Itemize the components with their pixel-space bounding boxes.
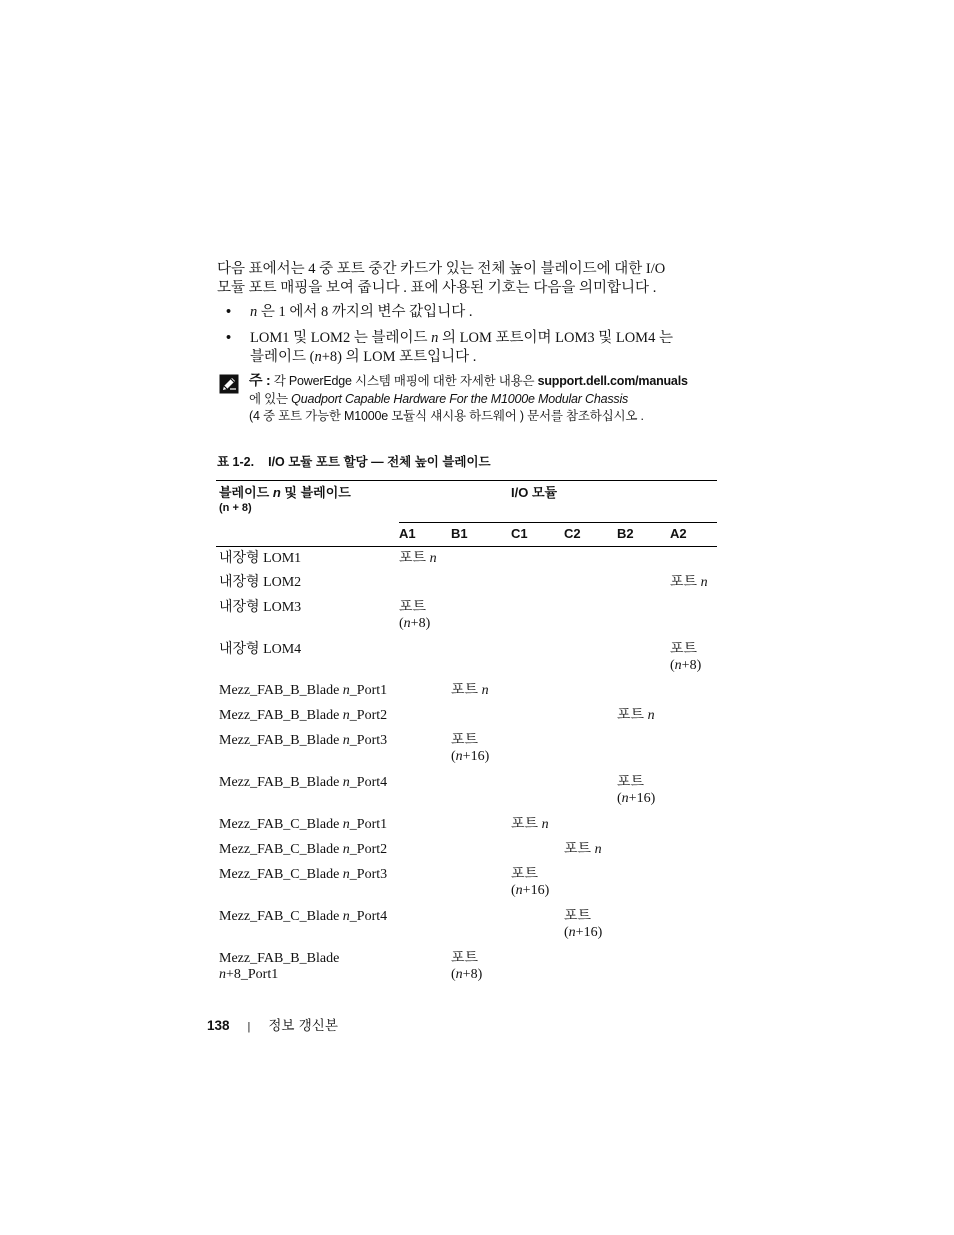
port-cell xyxy=(399,680,451,705)
footer-section: 정보 갱신본 xyxy=(268,1018,338,1034)
port-cell xyxy=(564,639,617,680)
bullet-item-2 xyxy=(217,329,717,367)
port-cell xyxy=(399,705,451,730)
port-cell: 포트 n xyxy=(617,707,655,723)
row-label: Mezz_FAB_B_Blade n_Port1 xyxy=(219,682,388,698)
port-cell xyxy=(564,705,617,730)
port-cell xyxy=(617,948,670,990)
col-header: A2 xyxy=(670,523,717,547)
table-row xyxy=(216,772,717,814)
col-header: B1 xyxy=(451,523,511,547)
bullet-text-2d: +8) 의 LOM 포트입니다 . xyxy=(321,349,477,365)
port-cell xyxy=(451,572,511,597)
col-header: C1 xyxy=(511,523,564,547)
header-blade: 블레이드 n 및 블레이드 (n + 8) xyxy=(216,481,399,523)
port-cell xyxy=(564,680,617,705)
port-cell xyxy=(617,814,670,839)
port-cell xyxy=(451,639,511,680)
port-cell xyxy=(399,864,451,906)
row-label: 내장형 LOM2 xyxy=(219,574,302,590)
port-cell xyxy=(670,597,717,639)
port-cell xyxy=(670,906,717,948)
bullet-list xyxy=(217,303,717,374)
table-title: I/O 모듈 포트 할당 — 전체 높이 블레이드 xyxy=(268,455,491,469)
col-header: A1 xyxy=(399,523,451,547)
table-row xyxy=(216,730,717,772)
row-label: Mezz_FAB_B_Blade n_Port2 xyxy=(219,707,388,723)
header-blade-sub: (n + 8) xyxy=(219,501,252,514)
port-cell xyxy=(511,639,564,680)
header-io-module: I/O 모듈 xyxy=(399,481,717,523)
port-cell: 포트 n xyxy=(670,574,708,590)
port-cell xyxy=(451,864,511,906)
footer-separator: | xyxy=(247,1021,251,1033)
note-box xyxy=(217,372,722,426)
table-caption xyxy=(217,452,491,470)
row-label: Mezz_FAB_B_Blade n_Port4 xyxy=(219,774,388,790)
var-n: n xyxy=(272,485,281,500)
port-cell xyxy=(564,948,617,990)
table-row xyxy=(216,680,717,705)
note-label: 주 : xyxy=(249,372,271,388)
row-label: 내장형 LOM4 xyxy=(219,641,302,657)
note-text-1: 각 PowerEdge 시스템 매핑에 대한 자세한 내용은 xyxy=(270,374,538,388)
table-row xyxy=(216,705,717,730)
port-cell xyxy=(617,597,670,639)
intro-line-2: 모듈 포트 매핑을 보여 줍니다 . 표에 사용된 기호는 다음을 의미합니다 . xyxy=(217,280,657,296)
port-cell xyxy=(399,948,451,990)
col-header: C2 xyxy=(564,523,617,547)
port-cell xyxy=(617,906,670,948)
page-footer xyxy=(207,1014,338,1034)
port-cell xyxy=(451,814,511,839)
row-label: Mezz_FAB_C_Blade n_Port1 xyxy=(219,816,388,832)
port-cell xyxy=(670,730,717,772)
var-n: n xyxy=(431,330,439,346)
port-cell xyxy=(451,839,511,864)
port-cell xyxy=(617,680,670,705)
bullet-item-1 xyxy=(217,303,717,322)
row-label: Mezz_FAB_B_Blade n_Port3 xyxy=(219,732,388,748)
port-cell xyxy=(399,839,451,864)
row-label: Mezz_FAB_B_Blade n+8_Port1 xyxy=(219,950,340,982)
port-cell xyxy=(511,839,564,864)
port-cell xyxy=(399,906,451,948)
port-cell xyxy=(511,730,564,772)
table-row xyxy=(216,814,717,839)
port-cell xyxy=(511,547,564,572)
port-cell xyxy=(617,639,670,680)
table-row xyxy=(216,906,717,948)
note-text-3: (4 중 포트 가능한 M1000e 모듈식 섀시용 하드웨어 ) 문서를 참조하십시오 . xyxy=(249,409,644,423)
port-cell xyxy=(511,572,564,597)
table-number: 표 1-2. xyxy=(217,455,255,469)
bullet-text-2c: 블레이드 ( xyxy=(250,349,315,365)
port-cell: 포트 (n+16) xyxy=(564,908,603,940)
table-row xyxy=(216,864,717,906)
port-cell xyxy=(617,864,670,906)
bullet-symbol: • xyxy=(226,304,232,320)
col-header: B2 xyxy=(617,523,670,547)
page-number: 138 xyxy=(207,1018,230,1033)
table-row xyxy=(216,597,717,639)
port-cell: 포트 n xyxy=(511,816,549,832)
io-port-table xyxy=(216,480,717,990)
port-cell xyxy=(511,597,564,639)
port-cell xyxy=(451,597,511,639)
port-cell xyxy=(670,948,717,990)
port-cell xyxy=(451,772,511,814)
row-label: Mezz_FAB_C_Blade n_Port2 xyxy=(219,841,388,857)
row-label: 내장형 LOM1 xyxy=(219,551,302,566)
port-cell: 포트 (n+8) xyxy=(399,599,431,631)
port-cell: 포트 n xyxy=(564,841,602,857)
var-n: n xyxy=(314,349,322,365)
row-label: 내장형 LOM3 xyxy=(219,599,302,615)
port-cell xyxy=(511,772,564,814)
port-cell: 포트 (n+8) xyxy=(670,641,702,673)
note-text-2: 에 있는 xyxy=(249,391,292,406)
port-cell xyxy=(511,906,564,948)
table-row xyxy=(216,839,717,864)
support-link[interactable]: support.dell.com/manuals xyxy=(537,374,688,388)
note-pencil-icon xyxy=(219,374,239,394)
port-cell: 포트 (n+8) xyxy=(451,950,483,982)
port-cell xyxy=(511,705,564,730)
port-cell xyxy=(670,680,717,705)
port-cell xyxy=(670,839,717,864)
port-cell xyxy=(564,572,617,597)
var-n: n xyxy=(250,304,258,320)
port-cell xyxy=(399,814,451,839)
port-cell xyxy=(670,705,717,730)
row-label: Mezz_FAB_C_Blade n_Port4 xyxy=(219,908,388,924)
table-row xyxy=(216,547,717,572)
bullet-text-2b: 의 LOM 포트이며 LOM3 및 LOM4 는 xyxy=(438,330,673,346)
port-cell xyxy=(564,864,617,906)
port-cell xyxy=(617,547,670,572)
table-header-row-1 xyxy=(216,481,717,523)
port-cell xyxy=(617,839,670,864)
port-cell xyxy=(399,730,451,772)
port-cell xyxy=(564,547,617,572)
port-cell: 포트 (n+16) xyxy=(511,866,550,898)
table-row xyxy=(216,639,717,680)
port-cell xyxy=(451,906,511,948)
port-cell: 포트 (n+16) xyxy=(451,732,490,764)
port-cell xyxy=(617,730,670,772)
port-cell: 포트 n xyxy=(451,682,489,698)
table-body xyxy=(216,547,717,990)
table-row xyxy=(216,572,717,597)
bullet-text-2a: LOM1 및 LOM2 는 블레이드 xyxy=(250,330,432,346)
table-header-row-2 xyxy=(216,523,717,547)
port-cell xyxy=(670,547,717,572)
port-cell xyxy=(564,597,617,639)
port-cell xyxy=(617,572,670,597)
port-cell: 포트 (n+16) xyxy=(617,774,656,806)
port-cell xyxy=(670,864,717,906)
row-label: Mezz_FAB_C_Blade n_Port3 xyxy=(219,866,388,882)
port-cell xyxy=(511,948,564,990)
port-cell xyxy=(399,772,451,814)
port-cell xyxy=(564,772,617,814)
table-row xyxy=(216,948,717,990)
port-cell xyxy=(399,639,451,680)
port-cell xyxy=(451,705,511,730)
intro-paragraph xyxy=(217,260,717,298)
port-cell xyxy=(564,730,617,772)
port-cell xyxy=(670,814,717,839)
doc-title: Quadport Capable Hardware For the M1000e Modular Chassis xyxy=(291,391,629,406)
port-cell xyxy=(451,547,511,572)
bullet-symbol: • xyxy=(226,330,232,346)
port-cell xyxy=(670,772,717,814)
bullet-text-1: 은 1 에서 8 까지의 변수 값입니다 . xyxy=(257,304,473,320)
port-cell xyxy=(564,814,617,839)
port-cell xyxy=(399,572,451,597)
port-cell: 포트 n xyxy=(399,551,437,566)
intro-line-1: 다음 표에서는 4 중 포트 중간 카드가 있는 전체 높이 블레이드에 대한 I/O xyxy=(217,261,666,277)
port-cell xyxy=(511,680,564,705)
